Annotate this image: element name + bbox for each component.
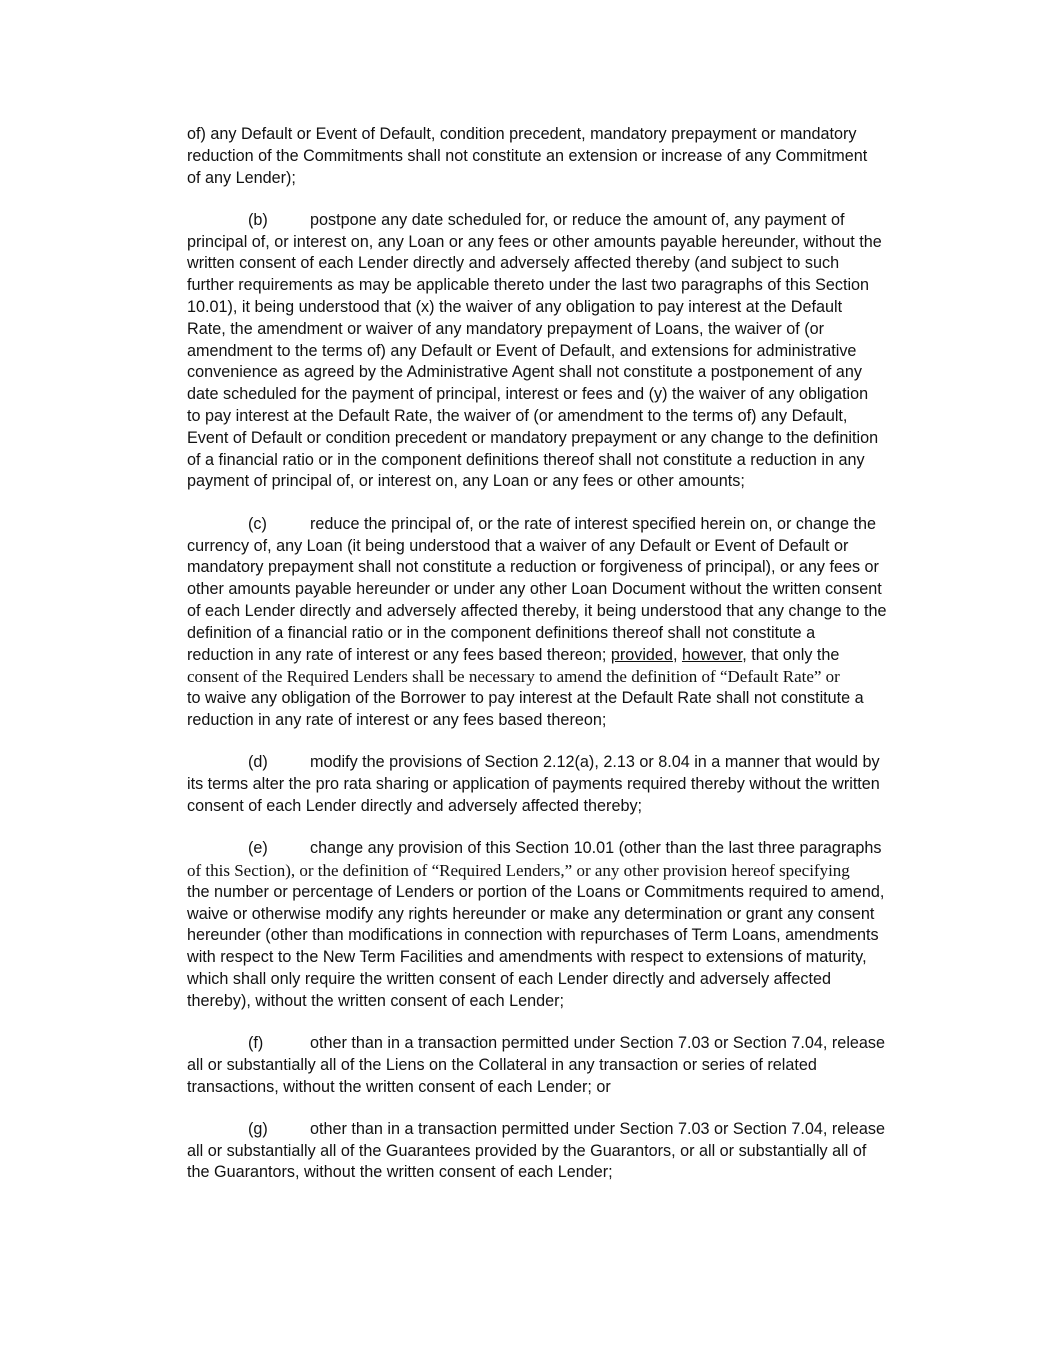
text-line: all or substantially all of the Guarantees provided by the Guarantors, or all or substantially all of — [187, 1141, 867, 1160]
text-line: to waive any obligation of the Borrower to pay interest at the Default Rate shall not constitute a — [187, 689, 864, 708]
text-line: mandatory prepayment shall not constitute a reduction or forgiveness of principal), or any fees or — [187, 558, 879, 577]
text-run: , — [672, 645, 682, 664]
text-line: Event of Default or condition precedent or mandatory prepayment or any change to the definition — [187, 428, 879, 447]
text-line: hereunder (other than modifications in connection with repurchases of Term Loans, amendments — [187, 926, 879, 945]
text-line: further requirements as may be applicable thereto under the last two paragraphs of this Section — [187, 276, 870, 295]
text-line: convenience as agreed by the Administrative Agent shall not constitute a postponement of any — [187, 363, 862, 382]
paragraph-label: (c) — [248, 514, 267, 533]
paragraph-label: (f) — [248, 1033, 264, 1052]
however-term: however — [681, 645, 743, 664]
document-body — [187, 124, 929, 1205]
text-line: Rate, the amendment or waiver of any mandatory prepayment of Loans, the waiver of (or — [187, 319, 825, 338]
text-line: which shall only require the written consent of each Lender directly and adversely affected — [187, 969, 831, 988]
text-line: consent of each Lender directly and adversely affected thereby; — [187, 796, 643, 815]
paragraph-label: (d) — [248, 753, 268, 772]
text-run: reduction in any rate of interest or any fees based thereon; — [187, 645, 611, 664]
text-line: the Guarantors, without the written consent of each Lender; — [187, 1163, 613, 1182]
text-line: amendment to the terms of) any Default or Event of Default, and extensions for administrative — [187, 341, 857, 360]
text-line — [187, 752, 929, 774]
text-line: with respect to the New Term Facilities and amendments with respect to extensions of maturity, — [187, 948, 867, 967]
paragraph-c — [187, 514, 929, 732]
text-line: reduction of the Commitments shall not constitute an extension or increase of any Commitment — [187, 146, 868, 165]
paragraph-label: (g) — [248, 1119, 268, 1138]
text-line: 10.01), it being understood that (x) the waiver of any obligation to pay interest at the Default — [187, 298, 843, 317]
text-line: the number or percentage of Lenders or portion of the Loans or Commitments required to amend, — [187, 882, 885, 901]
text-run: , that only the — [742, 645, 840, 664]
paragraph-b — [187, 210, 929, 493]
text-line — [187, 210, 929, 232]
paragraph-label: (b) — [248, 210, 268, 229]
text-run: modify the provisions of Section 2.12(a), 2.13 or 8.04 in a manner that would by — [310, 753, 880, 772]
text-line: consent of the Required Lenders shall be necessary to amend the definition of “Default Rate” or — [187, 667, 840, 687]
text-line — [187, 514, 929, 536]
paragraph-f — [187, 1033, 929, 1098]
text-line: transactions, without the written consent of each Lender; or — [187, 1077, 611, 1096]
text-line — [187, 1033, 929, 1055]
text-line: other amounts payable hereunder or under any other Loan Document without the written consent — [187, 580, 882, 599]
text-line: of a financial ratio or in the component definitions thereof shall not constitute a reduction in any — [187, 450, 865, 469]
paragraph-continuation — [187, 124, 929, 189]
paragraph-e — [187, 838, 929, 1012]
text-line: principal of, or interest on, any Loan or any fees or other amounts payable hereunder, without the — [187, 232, 882, 251]
text-run: other than in a transaction permitted under Section 7.03 or Section 7.04, release — [310, 1119, 886, 1138]
text-line: thereby), without the written consent of each Lender; — [187, 991, 565, 1010]
text-line: currency of, any Loan (it being understood that a waiver of any Default or Event of Default or — [187, 536, 849, 555]
text-run: other than in a transaction permitted under Section 7.03 or Section 7.04, release — [310, 1033, 886, 1052]
text-line — [187, 645, 929, 667]
text-run: change any provision of this Section 10.01 (other than the last three paragraphs — [310, 839, 882, 858]
text-line: of any Lender); — [187, 168, 296, 187]
text-line: reduction in any rate of interest or any fees based thereon; — [187, 710, 607, 729]
text-line: its terms alter the pro rata sharing or application of payments required thereby without the written — [187, 775, 880, 794]
paragraph-g — [187, 1119, 929, 1184]
text-line: all or substantially all of the Liens on the Collateral in any transaction or series of related — [187, 1055, 817, 1074]
paragraph-label: (e) — [248, 839, 268, 858]
text-line: definition of a financial ratio or in the component definitions thereof shall not constitute a — [187, 623, 816, 642]
paragraph-d — [187, 752, 929, 817]
text-line: payment of principal of, or interest on, any Loan or any fees or other amounts; — [187, 472, 745, 491]
text-line: date scheduled for the payment of principal, interest or fees and (y) the waiver of any obligation — [187, 385, 869, 404]
text-line: of) any Default or Event of Default, condition precedent, mandatory prepayment or mandatory — [187, 125, 857, 143]
text-line: written consent of each Lender directly and adversely affected thereby (and subject to such — [187, 254, 840, 273]
provided-term: provided — [610, 645, 673, 664]
text-line: to pay interest at the Default Rate, the waiver of (or amendment to the terms of) any Default, — [187, 407, 848, 426]
text-line — [187, 838, 929, 860]
text-line: of this Section), or the definition of “Required Lenders,” or any other provision hereof specifying — [187, 860, 850, 880]
text-line: waive or otherwise modify any rights hereunder or make any determination or grant any consent — [187, 904, 875, 923]
text-run: reduce the principal of, or the rate of interest specified herein on, or change the — [310, 514, 877, 533]
text-run: postpone any date scheduled for, or reduce the amount of, any payment of — [310, 210, 845, 229]
text-line: of each Lender directly and adversely affected thereby, it being understood that any change to the — [187, 601, 887, 620]
text-line — [187, 1119, 929, 1141]
